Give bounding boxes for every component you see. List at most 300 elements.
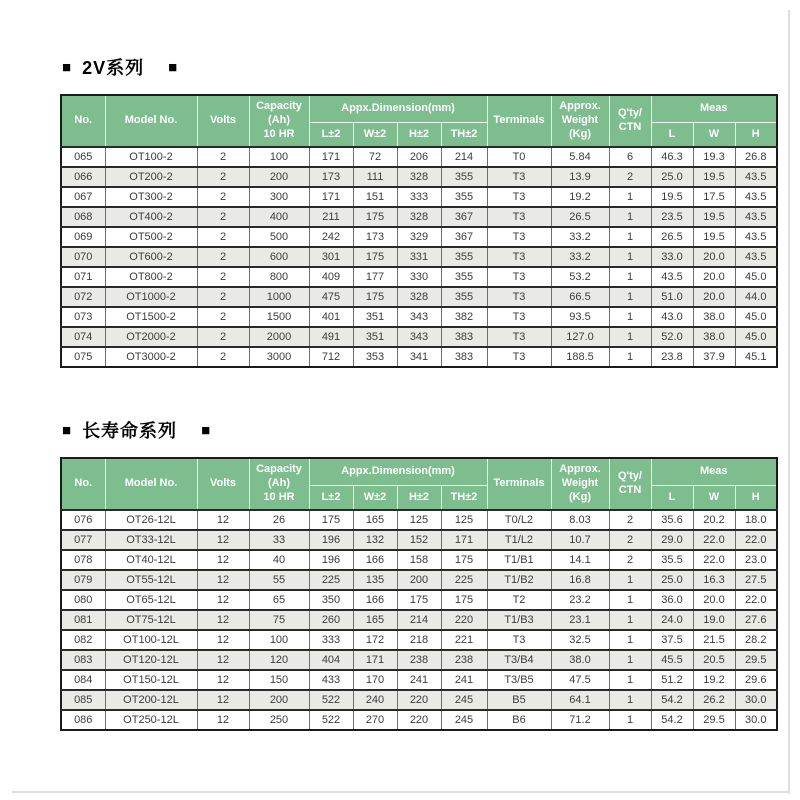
section-title-long-life — [62, 417, 738, 443]
cell-meas-l: 51.0 — [651, 287, 693, 307]
cell-weight: 188.5 — [551, 347, 609, 367]
col-header-capacity: Capacity (Ah) 10 HR — [249, 95, 309, 147]
cell-model: OT500-2 — [105, 227, 197, 247]
col-subheader-dim-l: L±2 — [309, 486, 353, 511]
cell-weight: 13.9 — [551, 167, 609, 187]
cell-qty: 1 — [609, 287, 651, 307]
cell-weight: 93.5 — [551, 307, 609, 327]
cell-meas-l: 25.0 — [651, 570, 693, 590]
cell-volts: 2 — [197, 247, 249, 267]
cell-dim-h: 343 — [397, 307, 441, 327]
cell-model: OT65-12L — [105, 590, 197, 610]
cell-meas-l: 54.2 — [651, 710, 693, 730]
cell-meas-h: 29.5 — [735, 650, 777, 670]
cell-dim-th: 125 — [441, 510, 487, 530]
cell-capacity: 33 — [249, 530, 309, 550]
cell-terminals: B6 — [487, 710, 551, 730]
table-row — [61, 167, 777, 187]
cell-weight: 23.1 — [551, 610, 609, 630]
cell-qty: 2 — [609, 530, 651, 550]
cell-no: 077 — [61, 530, 105, 550]
cell-qty: 1 — [609, 347, 651, 367]
cell-terminals: T3 — [487, 187, 551, 207]
cell-dim-l: 522 — [309, 690, 353, 710]
cell-no: 073 — [61, 307, 105, 327]
cell-dim-w: 166 — [353, 590, 397, 610]
cell-dim-h: 343 — [397, 327, 441, 347]
cell-meas-l: 43.5 — [651, 267, 693, 287]
cell-meas-l: 29.0 — [651, 530, 693, 550]
cell-volts: 12 — [197, 590, 249, 610]
cell-dim-l: 301 — [309, 247, 353, 267]
cell-qty: 2 — [609, 510, 651, 530]
cell-meas-l: 37.5 — [651, 630, 693, 650]
cell-dim-th: 355 — [441, 287, 487, 307]
cell-dim-th: 175 — [441, 550, 487, 570]
cell-meas-h: 26.8 — [735, 147, 777, 167]
cell-volts: 12 — [197, 570, 249, 590]
cell-dim-h: 158 — [397, 550, 441, 570]
cell-volts: 12 — [197, 630, 249, 650]
cell-dim-l: 491 — [309, 327, 353, 347]
cell-terminals: T0/L2 — [487, 510, 551, 530]
cell-dim-th: 355 — [441, 247, 487, 267]
cell-meas-w: 22.0 — [693, 530, 735, 550]
cell-meas-l: 45.5 — [651, 650, 693, 670]
col-subheader-dim-w: W±2 — [353, 123, 397, 148]
page-edge-right — [788, 10, 790, 794]
cell-meas-w: 29.5 — [693, 710, 735, 730]
cell-capacity: 600 — [249, 247, 309, 267]
cell-model: OT55-12L — [105, 570, 197, 590]
cell-meas-h: 43.5 — [735, 167, 777, 187]
cell-meas-h: 18.0 — [735, 510, 777, 530]
cell-dim-l: 175 — [309, 510, 353, 530]
cell-meas-w: 19.2 — [693, 670, 735, 690]
cell-model: OT100-12L — [105, 630, 197, 650]
cell-volts: 2 — [197, 307, 249, 327]
cell-volts: 2 — [197, 207, 249, 227]
cell-terminals: T3/B5 — [487, 670, 551, 690]
col-subheader-dim-h: H±2 — [397, 486, 441, 511]
cell-terminals: T1/B2 — [487, 570, 551, 590]
table-row — [61, 630, 777, 650]
cell-model: OT120-12L — [105, 650, 197, 670]
cell-capacity: 200 — [249, 167, 309, 187]
cell-meas-l: 46.3 — [651, 147, 693, 167]
cell-model: OT300-2 — [105, 187, 197, 207]
table-row — [61, 247, 777, 267]
cell-volts: 12 — [197, 690, 249, 710]
cell-dim-th: 238 — [441, 650, 487, 670]
cell-dim-w: 72 — [353, 147, 397, 167]
col-header-weight: Approx. Weight (Kg) — [551, 95, 609, 147]
cell-dim-h: 331 — [397, 247, 441, 267]
cell-capacity: 500 — [249, 227, 309, 247]
col-subheader-dim-th: TH±2 — [441, 486, 487, 511]
cell-qty: 1 — [609, 247, 651, 267]
cell-qty: 1 — [609, 650, 651, 670]
table-row — [61, 550, 777, 570]
cell-dim-w: 173 — [353, 227, 397, 247]
col-header-no: No. — [61, 458, 105, 510]
cell-dim-l: 211 — [309, 207, 353, 227]
cell-weight: 14.1 — [551, 550, 609, 570]
page-edge-bottom — [12, 791, 790, 793]
cell-meas-l: 23.5 — [651, 207, 693, 227]
table-row — [61, 307, 777, 327]
cell-dim-l: 404 — [309, 650, 353, 670]
col-header-volts: Volts — [197, 458, 249, 510]
col-header-model: Model No. — [105, 458, 197, 510]
cell-capacity: 250 — [249, 710, 309, 730]
cell-meas-w: 20.0 — [693, 590, 735, 610]
cell-dim-w: 175 — [353, 207, 397, 227]
cell-meas-h: 27.6 — [735, 610, 777, 630]
table-row — [61, 650, 777, 670]
cell-capacity: 200 — [249, 690, 309, 710]
cell-meas-w: 38.0 — [693, 307, 735, 327]
cell-terminals: T3 — [487, 207, 551, 227]
cell-dim-th: 355 — [441, 187, 487, 207]
cell-model: OT75-12L — [105, 610, 197, 630]
cell-terminals: T3/B4 — [487, 650, 551, 670]
table-row — [61, 227, 777, 247]
cell-model: OT2000-2 — [105, 327, 197, 347]
cell-capacity: 40 — [249, 550, 309, 570]
cell-dim-h: 214 — [397, 610, 441, 630]
cell-dim-w: 165 — [353, 610, 397, 630]
cell-dim-th: 214 — [441, 147, 487, 167]
cell-capacity: 55 — [249, 570, 309, 590]
cell-dim-l: 225 — [309, 570, 353, 590]
cell-dim-th: 383 — [441, 347, 487, 367]
section-long-life — [60, 417, 767, 731]
col-header-qty: Q'ty/ CTN — [609, 95, 651, 147]
cell-qty: 2 — [609, 167, 651, 187]
cell-meas-w: 17.5 — [693, 187, 735, 207]
table-row — [61, 287, 777, 307]
cell-meas-h: 22.0 — [735, 590, 777, 610]
cell-dim-l: 173 — [309, 167, 353, 187]
cell-volts: 2 — [197, 347, 249, 367]
cell-meas-w: 19.5 — [693, 167, 735, 187]
cell-dim-l: 409 — [309, 267, 353, 287]
cell-dim-l: 350 — [309, 590, 353, 610]
cell-volts: 12 — [197, 650, 249, 670]
cell-weight: 66.5 — [551, 287, 609, 307]
table-row — [61, 690, 777, 710]
cell-dim-h: 328 — [397, 207, 441, 227]
col-header-capacity: Capacity (Ah) 10 HR — [249, 458, 309, 510]
cell-volts: 2 — [197, 227, 249, 247]
cell-volts: 2 — [197, 147, 249, 167]
cell-capacity: 65 — [249, 590, 309, 610]
cell-meas-h: 45.1 — [735, 347, 777, 367]
cell-dim-h: 220 — [397, 690, 441, 710]
cell-no: 086 — [61, 710, 105, 730]
cell-volts: 12 — [197, 550, 249, 570]
cell-qty: 1 — [609, 590, 651, 610]
cell-meas-h: 43.5 — [735, 207, 777, 227]
cell-terminals: T3 — [487, 347, 551, 367]
cell-weight: 5.84 — [551, 147, 609, 167]
cell-dim-l: 333 — [309, 630, 353, 650]
col-subheader-meas-h: H — [735, 486, 777, 511]
col-subheader-meas-w: W — [693, 123, 735, 148]
cell-dim-th: 367 — [441, 227, 487, 247]
cell-dim-th: 355 — [441, 267, 487, 287]
cell-no: 069 — [61, 227, 105, 247]
cell-capacity: 2000 — [249, 327, 309, 347]
col-header-volts: Volts — [197, 95, 249, 147]
col-subheader-dim-l: L±2 — [309, 123, 353, 148]
col-subheader-dim-th: TH±2 — [441, 123, 487, 148]
cell-meas-l: 23.8 — [651, 347, 693, 367]
cell-dim-th: 175 — [441, 590, 487, 610]
cell-meas-h: 43.5 — [735, 187, 777, 207]
cell-meas-w: 16.3 — [693, 570, 735, 590]
cell-no: 072 — [61, 287, 105, 307]
cell-meas-h: 22.0 — [735, 530, 777, 550]
col-subheader-meas-w: W — [693, 486, 735, 511]
cell-dim-h: 152 — [397, 530, 441, 550]
cell-dim-h: 328 — [397, 287, 441, 307]
cell-qty: 1 — [609, 227, 651, 247]
cell-dim-l: 401 — [309, 307, 353, 327]
cell-weight: 8.03 — [551, 510, 609, 530]
cell-no: 085 — [61, 690, 105, 710]
col-header-weight: Approx. Weight (Kg) — [551, 458, 609, 510]
section-2v — [60, 54, 767, 368]
cell-weight: 53.2 — [551, 267, 609, 287]
cell-model: OT800-2 — [105, 267, 197, 287]
square-bullet-icon: ■ — [168, 58, 179, 76]
cell-terminals: T1/L2 — [487, 530, 551, 550]
cell-dim-l: 196 — [309, 550, 353, 570]
table-row — [61, 670, 777, 690]
cell-model: OT200-12L — [105, 690, 197, 710]
cell-terminals: T3 — [487, 630, 551, 650]
cell-dim-h: 220 — [397, 710, 441, 730]
cell-meas-l: 25.0 — [651, 167, 693, 187]
col-header-model: Model No. — [105, 95, 197, 147]
cell-dim-l: 433 — [309, 670, 353, 690]
cell-qty: 1 — [609, 670, 651, 690]
cell-volts: 12 — [197, 530, 249, 550]
cell-terminals: T3 — [487, 247, 551, 267]
cell-dim-w: 151 — [353, 187, 397, 207]
cell-capacity: 1000 — [249, 287, 309, 307]
cell-terminals: T3 — [487, 327, 551, 347]
cell-capacity: 300 — [249, 187, 309, 207]
cell-terminals: B5 — [487, 690, 551, 710]
cell-qty: 2 — [609, 550, 651, 570]
cell-meas-w: 20.0 — [693, 287, 735, 307]
cell-dim-h: 238 — [397, 650, 441, 670]
cell-dim-h: 200 — [397, 570, 441, 590]
cell-dim-h: 328 — [397, 167, 441, 187]
cell-capacity: 26 — [249, 510, 309, 530]
cell-qty: 1 — [609, 630, 651, 650]
cell-qty: 1 — [609, 307, 651, 327]
cell-model: OT400-2 — [105, 207, 197, 227]
col-header-meas-group: Meas — [651, 458, 777, 486]
cell-dim-w: 171 — [353, 650, 397, 670]
cell-terminals: T1/B1 — [487, 550, 551, 570]
col-header-meas-group: Meas — [651, 95, 777, 123]
cell-meas-l: 36.0 — [651, 590, 693, 610]
cell-meas-h: 45.0 — [735, 307, 777, 327]
cell-capacity: 120 — [249, 650, 309, 670]
table-row — [61, 207, 777, 227]
table-row — [61, 267, 777, 287]
cell-dim-w: 165 — [353, 510, 397, 530]
cell-dim-l: 475 — [309, 287, 353, 307]
col-header-terminals: Terminals — [487, 95, 551, 147]
square-bullet-icon: ■ — [62, 58, 73, 76]
cell-no: 081 — [61, 610, 105, 630]
cell-qty: 1 — [609, 710, 651, 730]
cell-model: OT3000-2 — [105, 347, 197, 367]
cell-model: OT150-12L — [105, 670, 197, 690]
cell-weight: 64.1 — [551, 690, 609, 710]
cell-meas-h: 27.5 — [735, 570, 777, 590]
cell-meas-l: 26.5 — [651, 227, 693, 247]
cell-meas-h: 45.0 — [735, 267, 777, 287]
cell-meas-w: 20.0 — [693, 247, 735, 267]
table-row — [61, 710, 777, 730]
cell-dim-w: 111 — [353, 167, 397, 187]
cell-meas-h: 28.2 — [735, 630, 777, 650]
cell-model: OT1500-2 — [105, 307, 197, 327]
cell-weight: 16.8 — [551, 570, 609, 590]
cell-meas-w: 26.2 — [693, 690, 735, 710]
cell-dim-h: 341 — [397, 347, 441, 367]
cell-no: 071 — [61, 267, 105, 287]
col-subheader-meas-h: H — [735, 123, 777, 148]
cell-dim-h: 125 — [397, 510, 441, 530]
cell-dim-h: 206 — [397, 147, 441, 167]
cell-qty: 1 — [609, 610, 651, 630]
cell-dim-l: 712 — [309, 347, 353, 367]
cell-dim-w: 172 — [353, 630, 397, 650]
cell-dim-w: 175 — [353, 247, 397, 267]
cell-volts: 2 — [197, 267, 249, 287]
cell-dim-w: 351 — [353, 307, 397, 327]
cell-dim-w: 351 — [353, 327, 397, 347]
cell-meas-w: 19.5 — [693, 207, 735, 227]
cell-weight: 47.5 — [551, 670, 609, 690]
col-header-no: No. — [61, 95, 105, 147]
cell-model: OT33-12L — [105, 530, 197, 550]
cell-qty: 6 — [609, 147, 651, 167]
cell-dim-h: 218 — [397, 630, 441, 650]
cell-dim-l: 196 — [309, 530, 353, 550]
cell-no: 080 — [61, 590, 105, 610]
cell-dim-th: 355 — [441, 167, 487, 187]
cell-no: 067 — [61, 187, 105, 207]
col-subheader-meas-l: L — [651, 123, 693, 148]
square-bullet-icon: ■ — [62, 421, 73, 439]
cell-dim-h: 333 — [397, 187, 441, 207]
table-row — [61, 530, 777, 550]
cell-dim-th: 383 — [441, 327, 487, 347]
cell-dim-th: 225 — [441, 570, 487, 590]
cell-terminals: T2 — [487, 590, 551, 610]
cell-terminals: T3 — [487, 167, 551, 187]
cell-dim-w: 135 — [353, 570, 397, 590]
table-row — [61, 590, 777, 610]
cell-meas-l: 54.2 — [651, 690, 693, 710]
cell-weight: 23.2 — [551, 590, 609, 610]
cell-volts: 12 — [197, 710, 249, 730]
cell-dim-th: 367 — [441, 207, 487, 227]
table-row — [61, 610, 777, 630]
cell-capacity: 1500 — [249, 307, 309, 327]
cell-model: OT250-12L — [105, 710, 197, 730]
table-row — [61, 147, 777, 167]
cell-meas-w: 37.9 — [693, 347, 735, 367]
cell-meas-w: 19.0 — [693, 610, 735, 630]
cell-meas-h: 43.5 — [735, 247, 777, 267]
cell-dim-h: 175 — [397, 590, 441, 610]
cell-terminals: T3 — [487, 227, 551, 247]
cell-volts: 2 — [197, 187, 249, 207]
cell-model: OT40-12L — [105, 550, 197, 570]
cell-capacity: 75 — [249, 610, 309, 630]
cell-dim-w: 175 — [353, 287, 397, 307]
cell-meas-l: 33.0 — [651, 247, 693, 267]
col-header-terminals: Terminals — [487, 458, 551, 510]
cell-volts: 12 — [197, 510, 249, 530]
cell-meas-l: 43.0 — [651, 307, 693, 327]
cell-no: 068 — [61, 207, 105, 227]
cell-qty: 1 — [609, 327, 651, 347]
cell-no: 065 — [61, 147, 105, 167]
cell-volts: 2 — [197, 327, 249, 347]
cell-meas-w: 19.3 — [693, 147, 735, 167]
cell-meas-w: 20.5 — [693, 650, 735, 670]
cell-model: OT200-2 — [105, 167, 197, 187]
cell-no: 079 — [61, 570, 105, 590]
cell-dim-th: 171 — [441, 530, 487, 550]
cell-meas-h: 30.0 — [735, 710, 777, 730]
cell-weight: 71.2 — [551, 710, 609, 730]
cell-volts: 2 — [197, 287, 249, 307]
cell-dim-h: 330 — [397, 267, 441, 287]
cell-meas-w: 21.5 — [693, 630, 735, 650]
col-header-qty: Q'ty/ CTN — [609, 458, 651, 510]
section-title-2v — [62, 54, 738, 80]
cell-meas-l: 52.0 — [651, 327, 693, 347]
cell-meas-h: 29.6 — [735, 670, 777, 690]
cell-terminals: T3 — [487, 307, 551, 327]
cell-dim-th: 221 — [441, 630, 487, 650]
table-row — [61, 570, 777, 590]
cell-no: 078 — [61, 550, 105, 570]
cell-terminals: T3 — [487, 267, 551, 287]
col-subheader-meas-l: L — [651, 486, 693, 511]
col-subheader-dim-h: H±2 — [397, 123, 441, 148]
cell-dim-w: 170 — [353, 670, 397, 690]
cell-meas-h: 45.0 — [735, 327, 777, 347]
cell-meas-w: 20.2 — [693, 510, 735, 530]
col-header-dimension-group: Appx.Dimension(mm) — [309, 458, 487, 486]
section-title-text: 长寿命系列 — [82, 421, 178, 441]
cell-dim-w: 353 — [353, 347, 397, 367]
table-row — [61, 327, 777, 347]
